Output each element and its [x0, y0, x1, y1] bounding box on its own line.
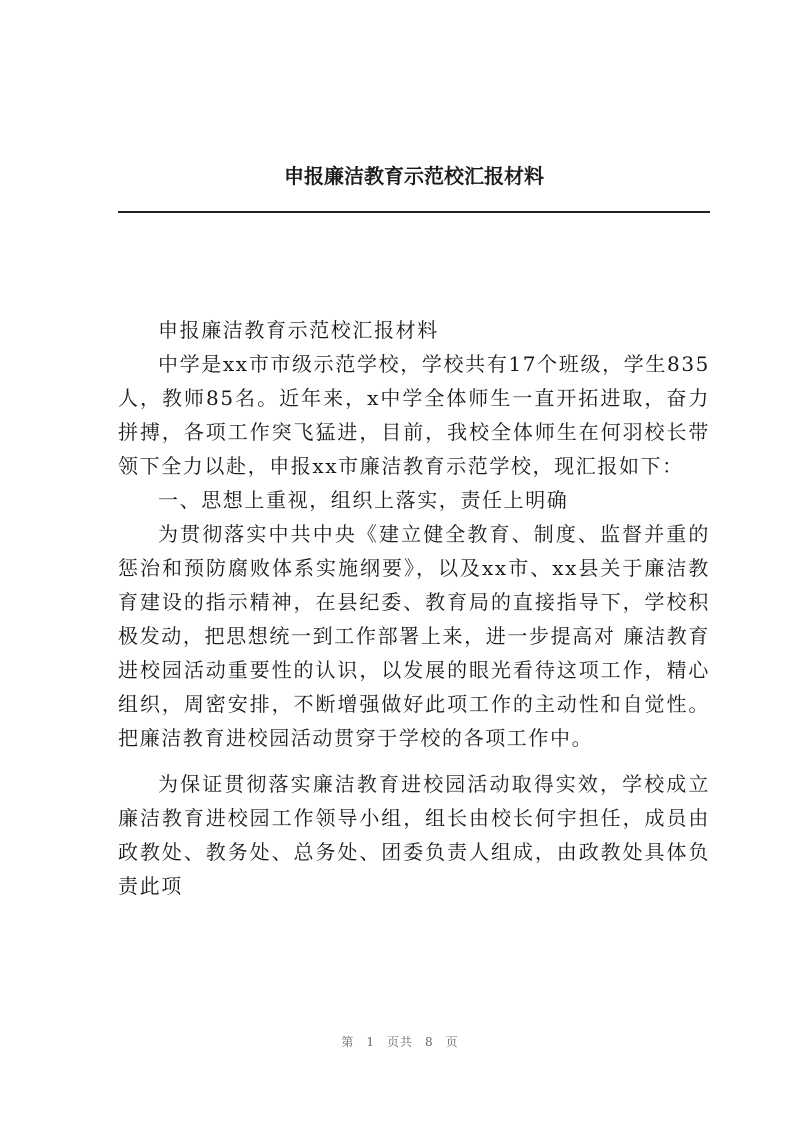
footer-prefix: 第 [341, 1035, 355, 1049]
paragraph-implementation: 为贯彻落实中共中央《建立健全教育、制度、监督并重的惩治和预防腐败体系实施纲要》，以及xx市、xx县关于廉洁教育建设的指示精神，在县纪委、教育局的直接指导下，学校积极发动，把思想统一到工作部署上来，进一步提高对 廉洁教育进校园活动重要性的认识，以发展的眼光看待这项工作，精心组织，周密安排，不断增强做好此项工作的主动性和自觉性。把廉洁教育进校园活动贯穿于学校的各项工作中。 [118, 522, 710, 750]
paragraph-leadership-group: 为保证贯彻落实廉洁教育进校园活动取得实效，学校成立廉洁教育进校园工作领导小组，组长由校长何宇担任，成员由政教处、教务处、总务处、团委负责人组成，由政教处具体负责此项 [118, 772, 710, 898]
section-heading-1: 一、思想上重视，组织上落实，责任上明确 [158, 488, 569, 512]
footer-current-page: 1 [366, 1035, 375, 1049]
footer-middle: 页共 [386, 1035, 413, 1049]
header-divider [118, 211, 710, 213]
footer-suffix: 页 [445, 1035, 459, 1049]
paragraph-intro: 中学是xx市市级示范学校，学校共有17个班级，学生835人，教师85名。近年来，x中学全体师生一直开拓进取，奋力拼搏，各项工作突飞猛进，目前，我校全体师生在何羽校长带领下全力以赴，申报xx市廉洁教育示范学校，现汇报如下： [118, 352, 710, 478]
document-body [118, 313, 710, 903]
footer-total-pages: 8 [425, 1035, 434, 1049]
document-title: 申报廉洁教育示范校汇报材料 [158, 318, 439, 342]
page-footer [0, 1033, 800, 1050]
page-header-title: 申报廉洁教育示范校汇报材料 [284, 164, 544, 188]
